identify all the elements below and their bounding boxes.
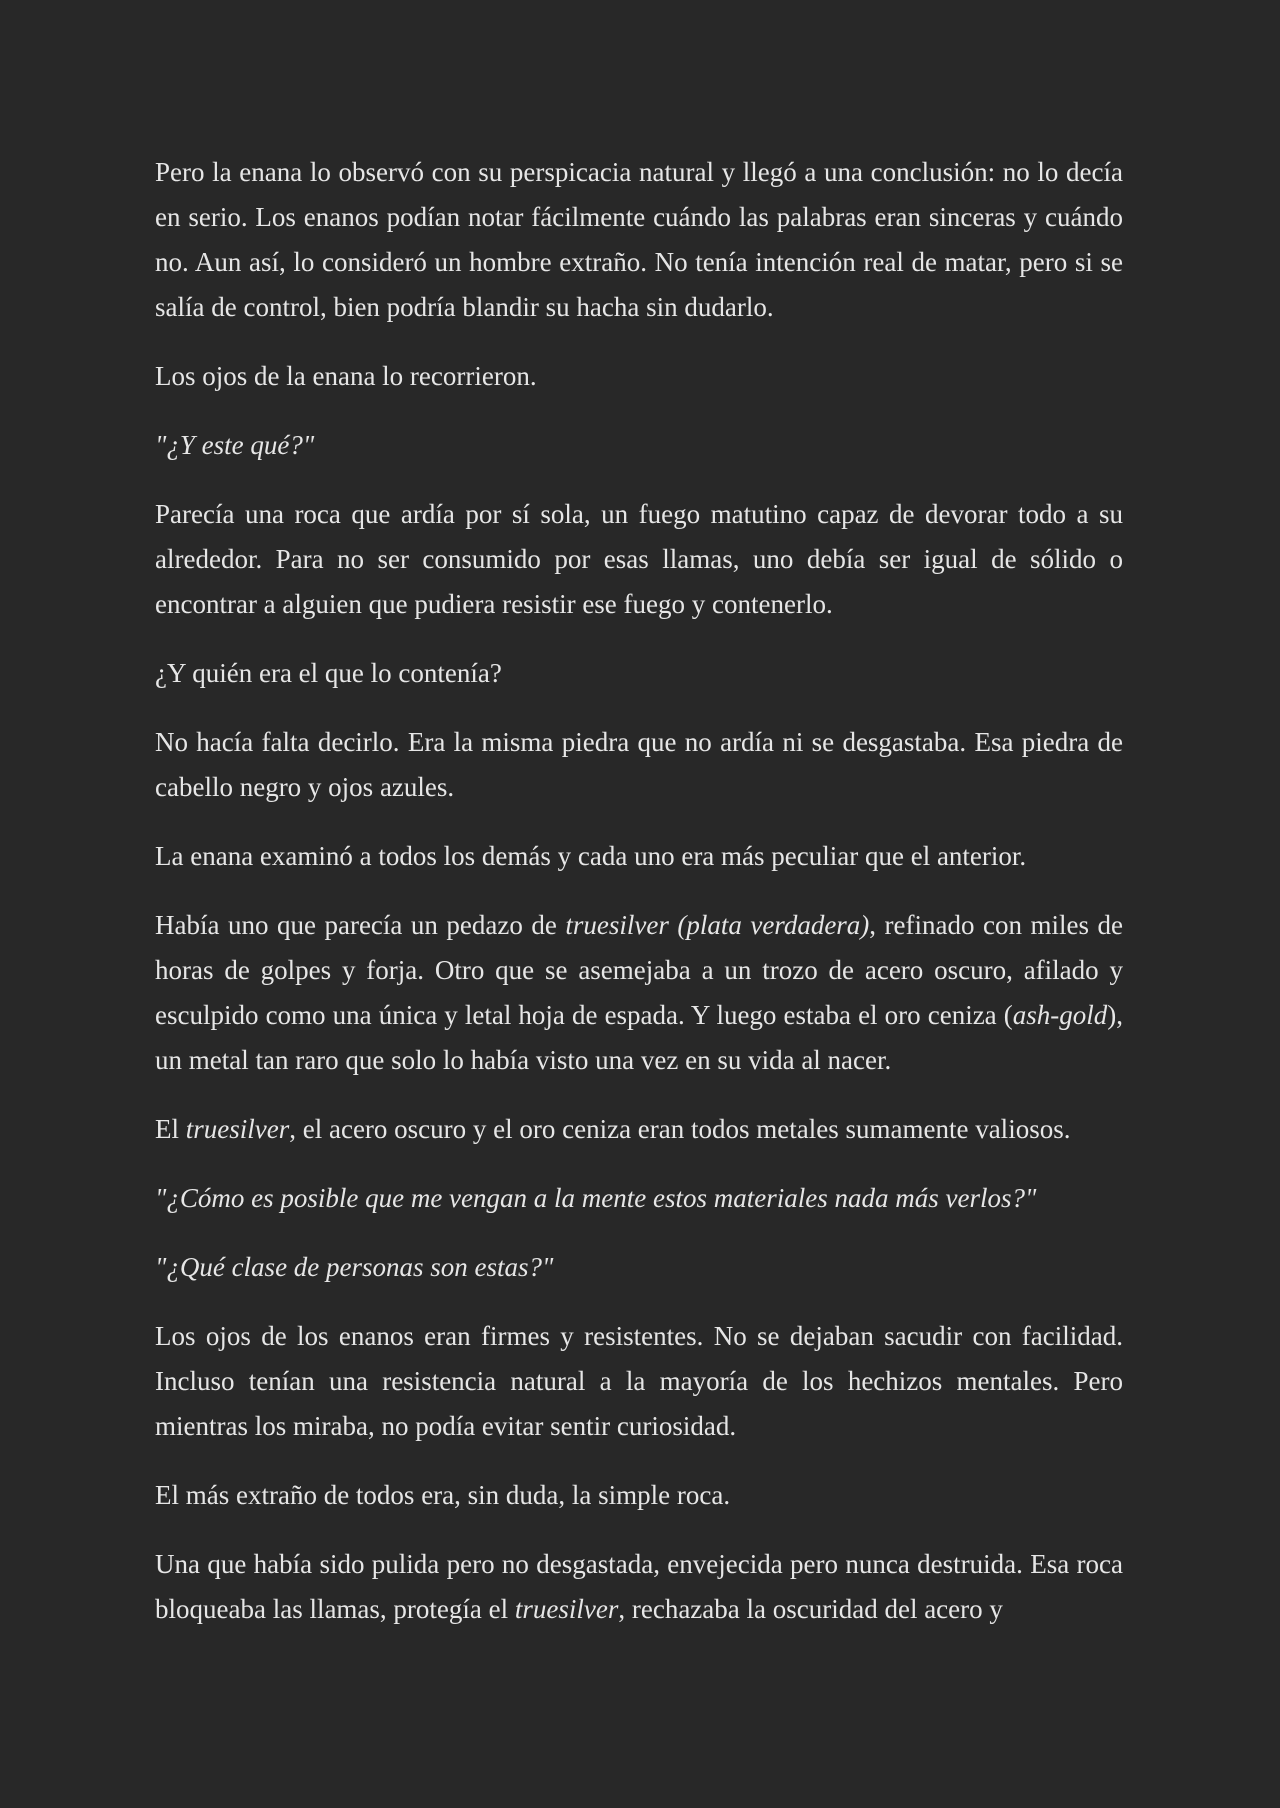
italic-term: truesilver: [514, 1594, 619, 1624]
thought-text: "¿Cómo es posible que me vengan a la mente estos materiales nada más verlos?": [155, 1183, 1037, 1213]
italic-term: ash-gold: [1012, 1000, 1108, 1030]
text-segment: , refinado con miles de horas de golpes y forja. Otro que se asemejaba a un trozo de acero oscuro, afilado y esculpido como una única y letal hoja de espada. Y luego estaba el oro ceniza (: [155, 910, 1123, 1030]
reading-page: [155, 150, 1123, 1656]
paragraph-14: [155, 1542, 1123, 1632]
thought-line-3: [155, 1245, 1123, 1290]
paragraph-2: Los ojos de la enana lo recorrieron.: [155, 361, 537, 391]
italic-term: truesilver: [185, 1114, 290, 1144]
paragraph-4: Parecía una roca que ardía por sí sola, un fuego matutino capaz de devorar todo a su alrededor. Para no ser consumido por esas llamas, uno debía ser igual de sólido o encontrar a alguien que pudiera resistir ese fuego y contenerlo.: [155, 499, 1123, 619]
text-segment: El: [155, 1114, 186, 1144]
paragraph-9: [155, 1107, 1123, 1152]
italic-term: truesilver (plata verdadera): [565, 910, 870, 940]
text-segment: , el acero oscuro y el oro ceniza eran todos metales sumamente valiosos.: [289, 1114, 1071, 1144]
thought-line-1: [155, 423, 1123, 468]
paragraph-5: ¿Y quién era el que lo contenía?: [155, 658, 502, 688]
paragraph-1: Pero la enana lo observó con su perspicacia natural y llegó a una conclusión: no lo decía en serio. Los enanos podían notar fácilmente cuándo las palabras eran sinceras y cuándo no. Aun así, lo consideró un hombre extraño. No tenía intención real de matar, pero si se salía de control, bien podría blandir su hacha sin dudarlo.: [155, 157, 1123, 322]
paragraph-7: La enana examinó a todos los demás y cada uno era más peculiar que el anterior.: [155, 841, 1027, 871]
text-segment: ), un metal tan raro que solo lo había visto una vez en su vida al nacer.: [155, 1000, 1123, 1075]
paragraph-13: El más extraño de todos era, sin duda, la simple roca.: [155, 1480, 731, 1510]
thought-line-2: [155, 1176, 1123, 1221]
paragraph-6: No hacía falta decirlo. Era la misma piedra que no ardía ni se desgastaba. Esa piedra de cabello negro y ojos azules.: [155, 727, 1123, 802]
thought-text: "¿Qué clase de personas son estas?": [155, 1252, 554, 1282]
thought-text: "¿Y este qué?": [155, 430, 315, 460]
paragraph-12: Los ojos de los enanos eran firmes y resistentes. No se dejaban sacudir con facilidad. Incluso tenían una resistencia natural a la mayoría de los hechizos mentales. Pero mientras los miraba, no podía evitar sentir curiosidad.: [155, 1321, 1123, 1441]
text-segment: Había uno que parecía un pedazo de: [155, 910, 566, 940]
paragraph-8: [155, 903, 1123, 1083]
text-segment: Una que había sido pulida pero no desgastada, envejecida pero nunca destruida. Esa roca bloqueaba las llamas, protegía el: [155, 1549, 1123, 1624]
text-segment: , rechazaba la oscuridad del acero y: [618, 1594, 1003, 1624]
